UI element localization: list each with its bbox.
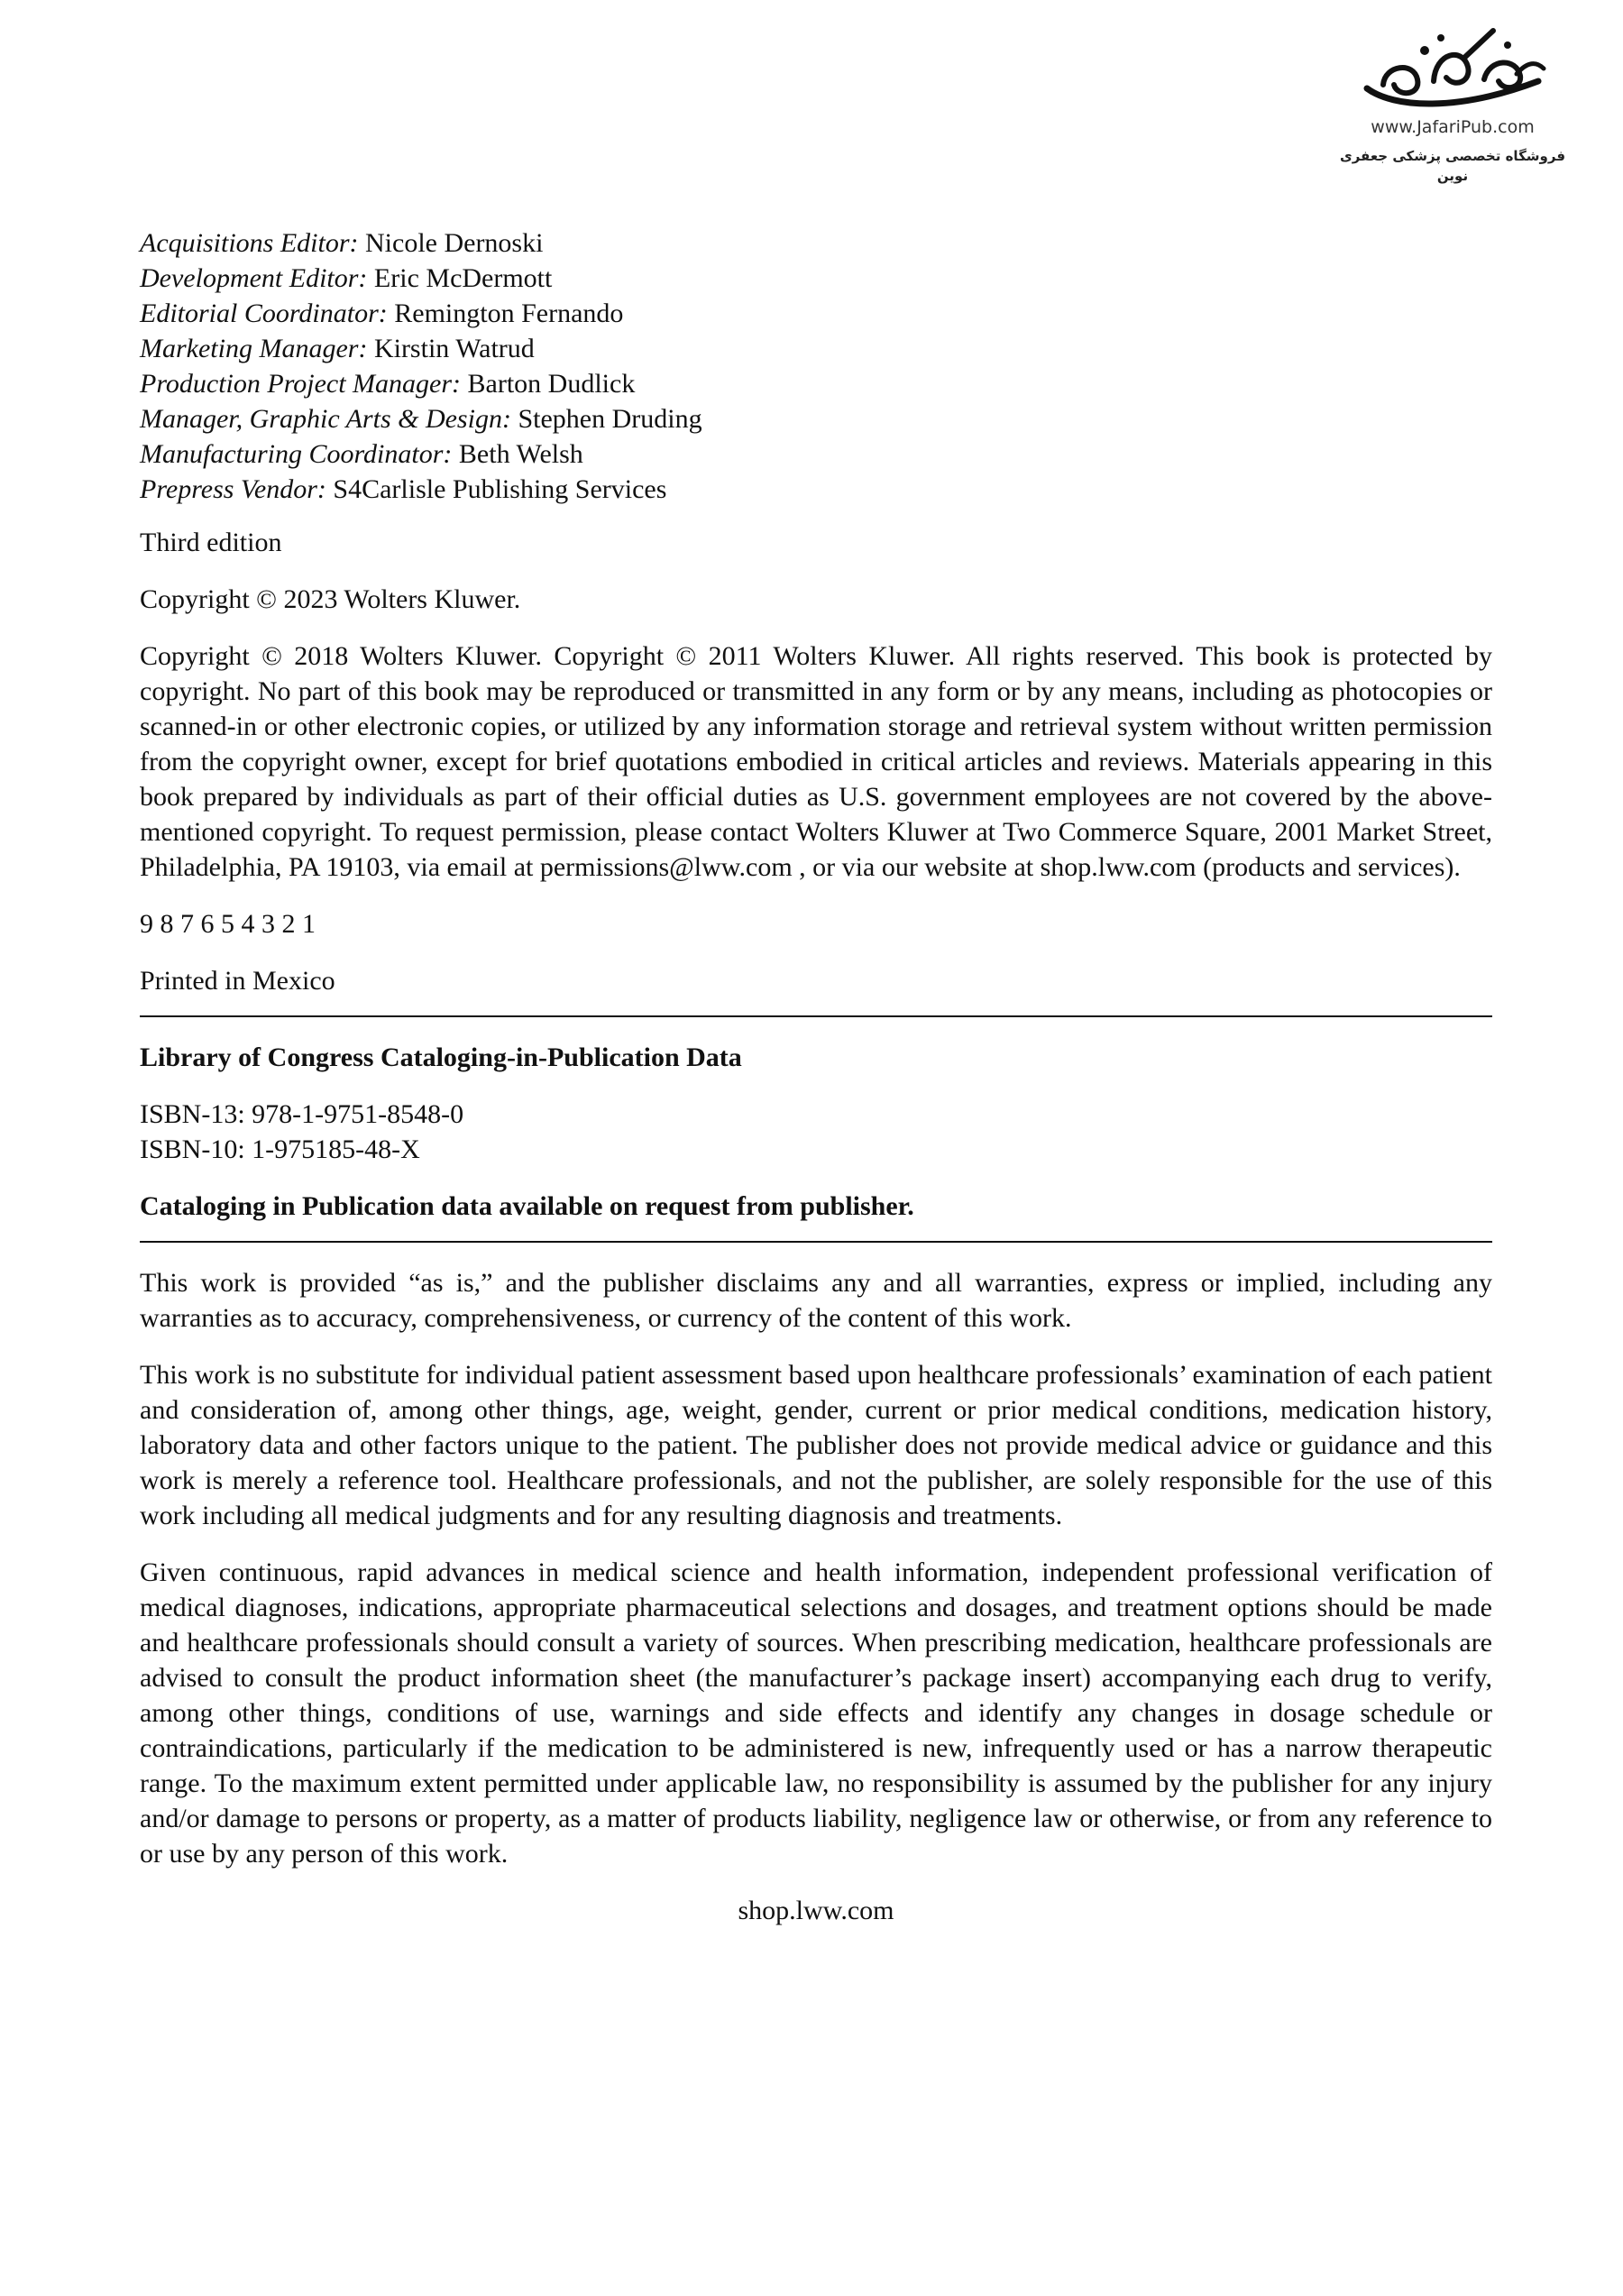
cip-heading: Library of Congress Cataloging-in-Publication Data	[140, 1042, 742, 1072]
logo-tagline: فروشگاه تخصصی پزشکی جعفری نوین	[1339, 148, 1566, 184]
credit-line	[140, 436, 1492, 472]
footer-url: shop.lww.com	[738, 1896, 894, 1925]
credit-role: Manufacturing Coordinator:	[140, 439, 453, 469]
credit-line	[140, 225, 1492, 261]
disclaimer-medical: This work is no substitute for individual patient assessment based upon healthcare professionals’ examination of each patient and consideration of, among other things, age, weight, gender, current or prior medical conditions, medication history, laboratory data and other factors unique to the patient. The publisher does not provide medical advice or guidance and this work is merely a reference tool. Healthcare professionals, and not the publisher, are solely responsible for the use of this work including all medical judgments and for any resulting diagnosis and treatments.	[140, 1360, 1492, 1530]
credit-role: Editorial Coordinator:	[140, 298, 388, 328]
credit-role: Prepress Vendor:	[140, 474, 326, 504]
disclaimer-warranty: This work is provided “as is,” and the publisher disclaims any and all warranties, express or implied, including any warranties as to accuracy, comprehensiveness, or currency of the content of this work.	[140, 1268, 1492, 1333]
credit-name: Stephen Druding	[518, 404, 702, 434]
credit-line	[140, 401, 1492, 436]
credit-role: Development Editor:	[140, 263, 368, 293]
copyright-current: Copyright © 2023 Wolters Kluwer.	[140, 584, 521, 614]
cip-availability: Cataloging in Publication data available on request from publisher.	[140, 1191, 914, 1221]
credit-line	[140, 296, 1492, 331]
credit-name: Eric McDermott	[373, 263, 553, 293]
credit-role: Manager, Graphic Arts & Design:	[140, 404, 511, 434]
main-content	[140, 225, 1492, 1928]
print-line: 9 8 7 6 5 4 3 2 1	[140, 909, 316, 939]
credit-name: Kirstin Watrud	[373, 334, 535, 363]
credit-role: Acquisitions Editor:	[140, 228, 359, 258]
credits-list	[140, 225, 1492, 507]
printed-in: Printed in Mexico	[140, 966, 335, 996]
calligraphy-logo-icon	[1358, 25, 1547, 115]
isbn-10: ISBN-10: 1-975185-48-X	[140, 1134, 420, 1164]
credit-line	[140, 261, 1492, 296]
credit-name: Barton Dudlick	[467, 369, 636, 399]
credit-role: Production Project Manager:	[140, 369, 462, 399]
credit-name: S4Carlisle Publishing Services	[333, 474, 667, 504]
isbn-13: ISBN-13: 978-1-9751-8548-0	[140, 1099, 464, 1129]
credit-line	[140, 472, 1492, 507]
copyright-notice: Copyright © 2018 Wolters Kluwer. Copyright © 2011 Wolters Kluwer. All rights reserved. This book is protected by copyright. No part of this book may be reproduced or transmitted in any form or by any means, including as photocopies or scanned-in or other electronic copies, or utilized by any information storage and retrieval system without written permission from the copyright owner, except for brief quotations embodied in critical articles and reviews. Materials appearing in this book prepared by individuals as part of their official duties as U.S. government employees are not covered by the above-mentioned copyright. To request permission, please contact Wolters Kluwer at Two Commerce Square, 2001 Market Street, Philadelphia, PA 19103, via email at permissions@lww.com , or via our website at shop.lww.com (products and services).	[140, 641, 1492, 882]
publisher-logo	[1327, 25, 1578, 186]
logo-url: www.JafariPub.com	[1371, 117, 1535, 137]
credit-line	[140, 331, 1492, 366]
credit-name: Nicole Dernoski	[365, 228, 544, 258]
divider-bottom	[140, 1241, 1492, 1243]
credit-line	[140, 366, 1492, 401]
credit-name: Remington Fernando	[394, 298, 624, 328]
divider-top	[140, 1015, 1492, 1017]
credit-name: Beth Welsh	[458, 439, 583, 469]
credit-role: Marketing Manager:	[140, 334, 368, 363]
edition-statement: Third edition	[140, 528, 282, 557]
disclaimer-verification: Given continuous, rapid advances in medical science and health information, independent professional verification of medical diagnoses, indications, appropriate pharmaceutical selections and dosages, and treatment options should be made and healthcare professionals should consult a variety of sources. When prescribing medication, healthcare professionals are advised to consult the product information sheet (the manufacturer’s package insert) accompanying each drug to verify, among other things, conditions of use, warnings and side effects and identify any changes in dosage schedule or contraindications, particularly if the medication to be administered is new, infrequently used or has a narrow therapeutic range. To the maximum extent permitted under applicable law, no responsibility is assumed by the publisher for any injury and/or damage to persons or property, as a matter of products liability, negligence law or otherwise, or from any reference to or use by any person of this work.	[140, 1557, 1492, 1869]
